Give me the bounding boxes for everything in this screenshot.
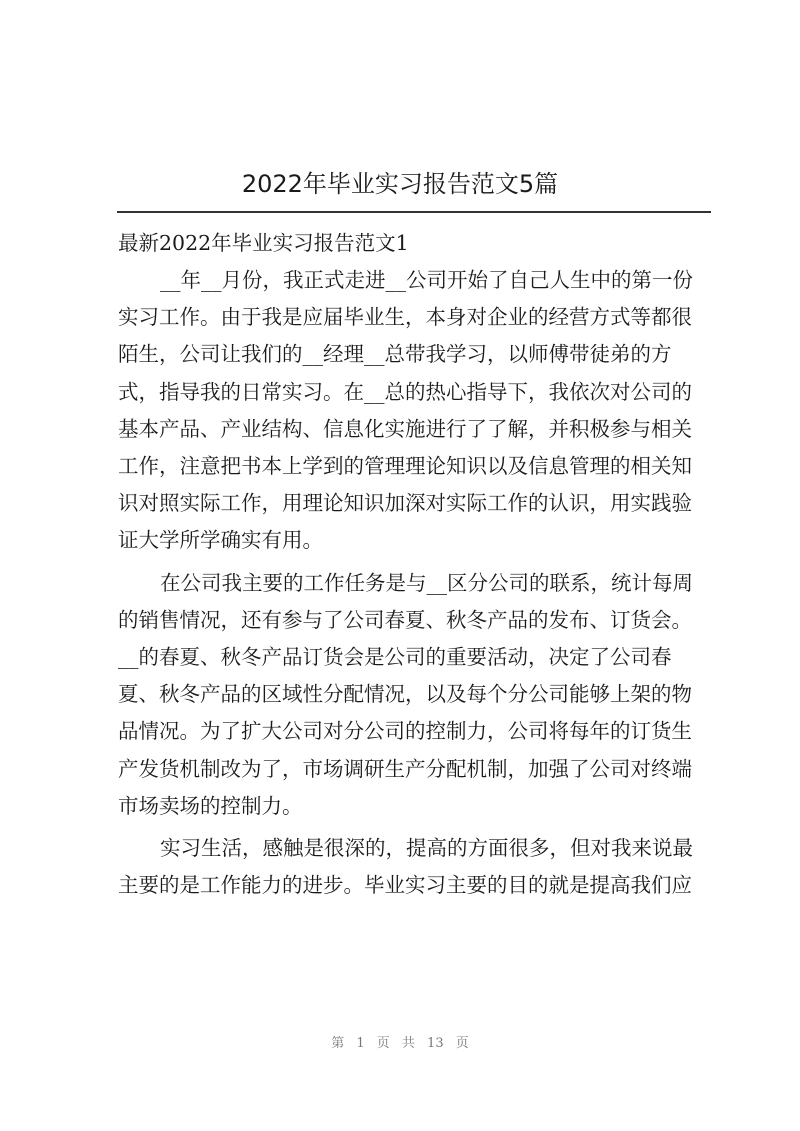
paragraph-line: 实习工作。由于我是应届毕业生，本身对企业的经营方式等都很 [118, 305, 692, 330]
paragraph-line: 产发货机制改为了，市场调研生产分配机制，加强了公司对终端 [118, 756, 692, 781]
paragraph-line: 工作，注意把书本上学到的管理理论知识以及信息管理的相关知 [118, 454, 692, 478]
paragraph-line: 基本产品、产业结构、信息化实施进行了了解，并积极参与相关 [118, 416, 692, 441]
paragraph-line: 识对照实际工作，用理论知识加深对实际工作的认识，用实践验 [118, 491, 692, 516]
section-heading: 最新2022年毕业实习报告范文1 [118, 231, 409, 255]
paragraph-line: 式，指导我的日常实习。在__总的热心指导下，我依次对公司的 [118, 379, 692, 404]
paragraph-line: 主要的是工作能力的进步。毕业实习主要的目的就是提高我们应 [118, 873, 692, 898]
paragraph-line: __的春夏、秋冬产品订货会是公司的重要活动，决定了公司春 [118, 645, 672, 669]
paragraph-line: 的销售情况，还有参与了公司春夏、秋冬产品的发布、订货会。 [118, 607, 692, 632]
paragraph-line: 陌生，公司让我们的__经理__总带我学习，以师傅带徒弟的方 [118, 342, 672, 367]
paragraph-line: 市场卖场的控制力。 [118, 793, 303, 818]
paragraph-line: 品情况。为了扩大公司对分公司的控制力，公司将每年的订货生 [118, 719, 692, 744]
paragraph-line: 在公司我主要的工作任务是与__区分公司的联系，统计每周 [160, 570, 693, 595]
paragraph-line: 实习生活，感触是很深的，提高的方面很多，但对我来说最 [160, 836, 693, 860]
paragraph-line: 夏、秋冬产品的区域性分配情况，以及每个分公司能够上架的物 [118, 682, 692, 707]
title-divider [117, 211, 711, 213]
paragraph-line: 证大学所学确实有用。 [118, 528, 323, 553]
document-title: 2022年毕业实习报告范文5篇 [241, 170, 559, 198]
paragraph-line: __年__月份，我正式走进__公司开始了自己人生中的第一份 [160, 268, 693, 292]
page-footer: 第 1 页 共 13 页 [331, 1036, 469, 1051]
